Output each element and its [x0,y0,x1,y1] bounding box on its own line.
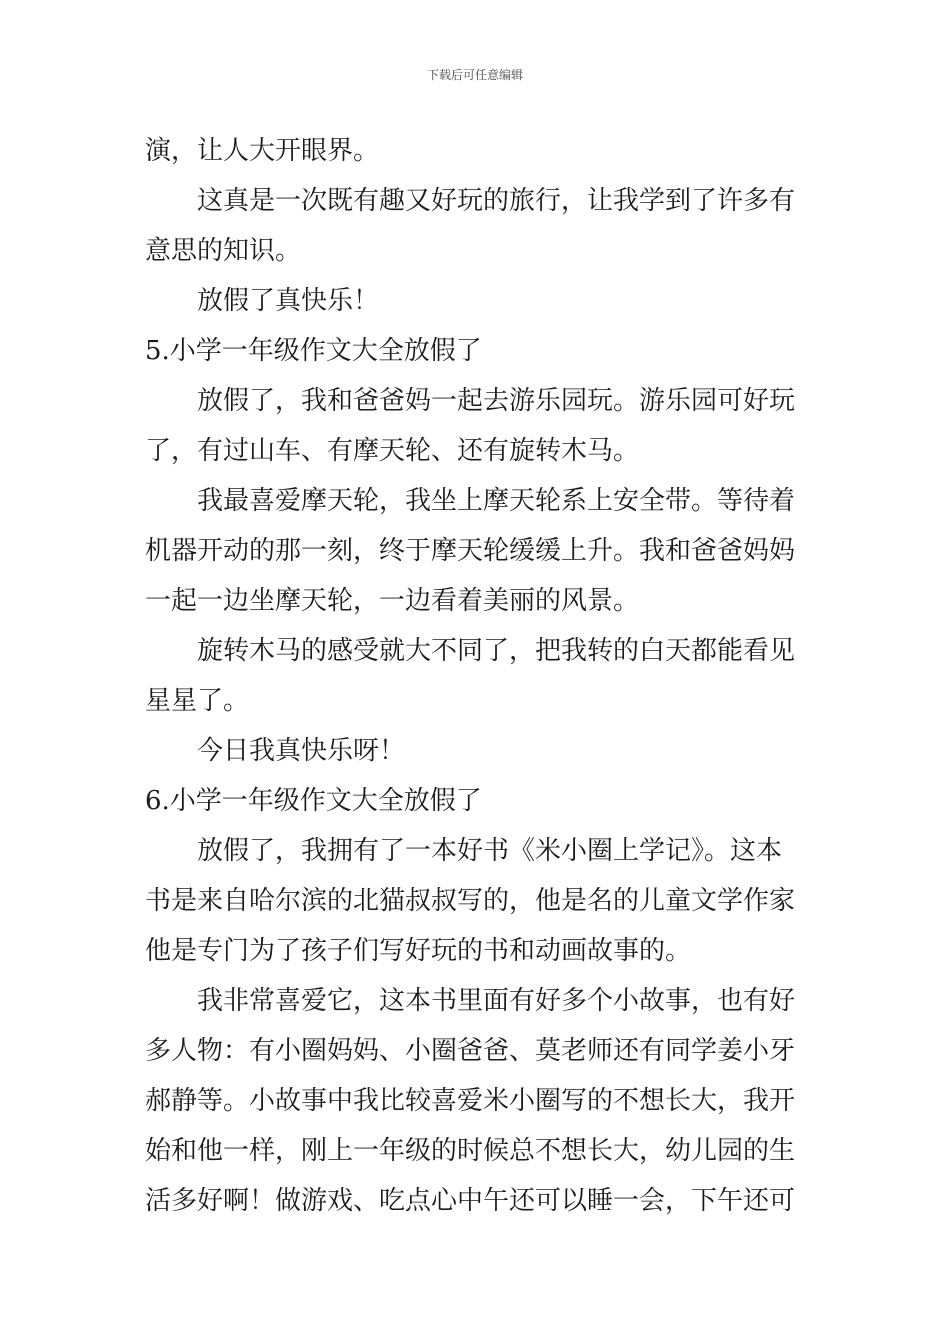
text-line: 放假了真快乐！ [197,286,380,316]
text-line: 一起一边坐摩天轮，一边看着美丽的风景。 [145,586,640,616]
text-line: 演，让人大开眼界。 [145,136,380,166]
text-line: 了，有过山车、有摩天轮、还有旋转木马。 [145,436,640,466]
text-line: 多人物：有小圈妈妈、小圈爸爸、莫老师还有同学姜小牙 [145,1036,796,1066]
text-line: 意思的知识。 [145,236,302,266]
text-line: 郝静等。小故事中我比较喜爱米小圈写的不想长大，我开 [145,1086,796,1116]
text-line: 星星了。 [145,686,250,716]
page-header-note: 下载后可任意编辑 [426,68,523,82]
document-body [145,126,813,1226]
text-line: 他是专门为了孩子们写好玩的书和动画故事的。 [145,936,692,966]
text-line: 旋转木马的感受就大不同了，把我转的白天都能看见 [197,636,796,666]
text-line: 机器开动的那一刻，终于摩天轮缓缓上升。我和爸爸妈妈 [145,536,796,566]
text-line: 这真是一次既有趣又好玩的旅行，让我学到了许多有 [197,186,796,216]
text-line: 我非常喜爱它，这本书里面有好多个小故事，也有好 [197,986,796,1016]
text-line: 活多好啊！做游戏、吃点心中午还可以睡一会，下午还可 [145,1186,796,1216]
text-line: 5.小学一年级作文大全放假了 [145,336,482,366]
text-line: 今日我真快乐呀！ [197,736,406,766]
text-line: 始和他一样，刚上一年级的时候总不想长大，幼儿园的生 [145,1136,796,1166]
text-line: 放假了，我拥有了一本好书《米小圈上学记》。这本 [197,836,783,866]
text-line: 书是来自哈尔滨的北猫叔叔写的，他是名的儿童文学作家 [145,886,796,916]
text-line: 放假了，我和爸爸妈一起去游乐园玩。游乐园可好玩 [197,386,796,416]
text-line: 我最喜爱摩天轮，我坐上摩天轮系上安全带。等待着 [197,486,796,516]
text-line: 6.小学一年级作文大全放假了 [145,786,482,816]
